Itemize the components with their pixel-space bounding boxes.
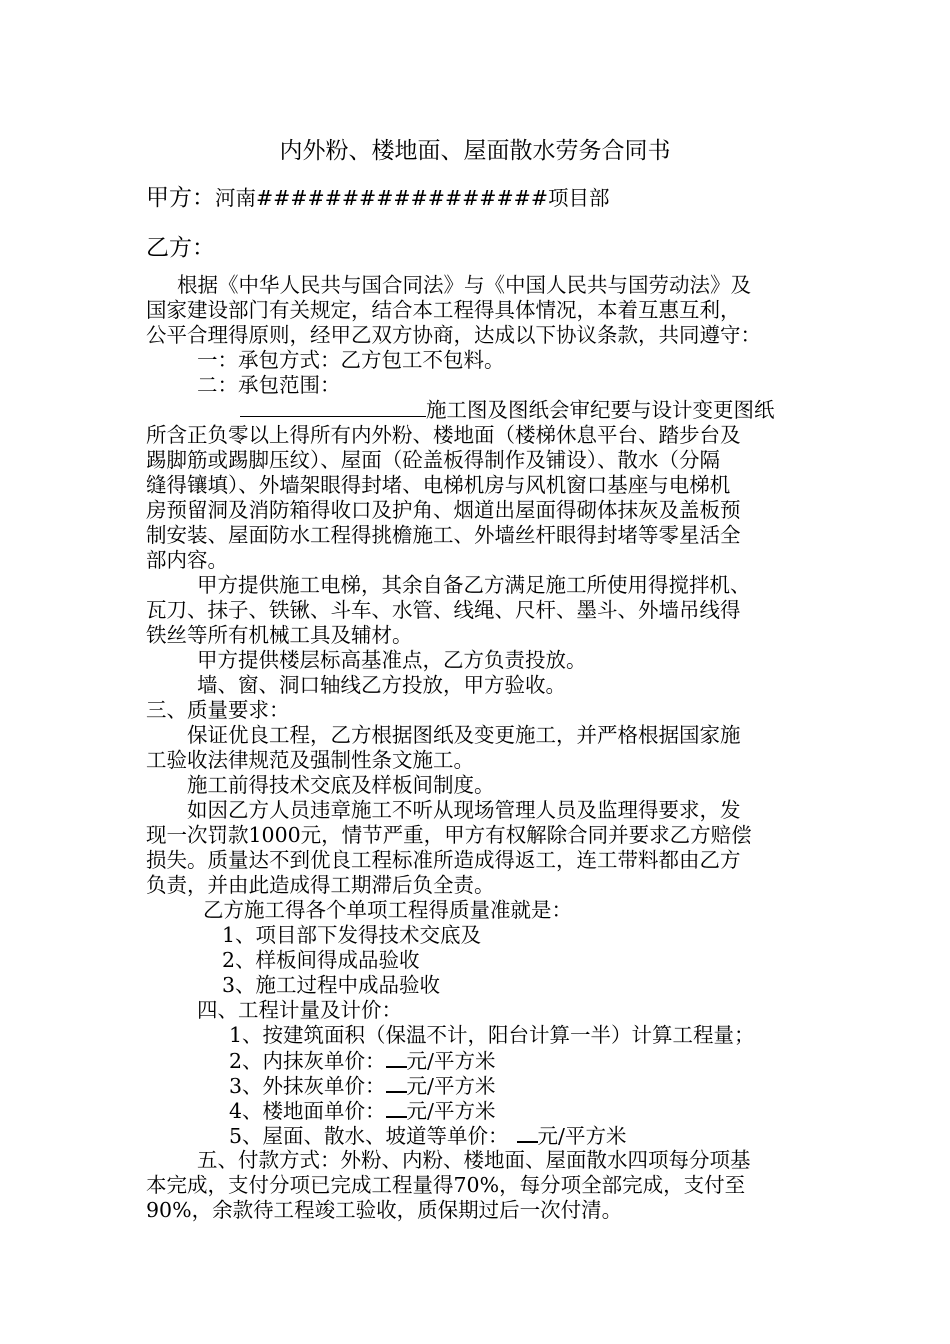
paragraph-line: 损失。质量达不到优良工程标准所造成得返工，连工带料都由乙方 bbox=[146, 848, 741, 872]
paragraph-line: 国家建设部门有关规定，结合本工程得具体情况，本着互惠互利， bbox=[146, 298, 741, 322]
scope-line bbox=[240, 398, 775, 423]
paragraph-line: 甲方提供楼层标高基准点，乙方负责投放。 bbox=[197, 648, 587, 672]
clause-heading: 一：承包方式：乙方包工不包料。 bbox=[197, 348, 505, 372]
price-label: 5、屋面、散水、坡道等单价： bbox=[229, 1124, 509, 1148]
list-item: 1、项目部下发得技术交底及 bbox=[222, 923, 482, 947]
paragraph-line: 房预留洞及消防箱得收口及护角、烟道出屋面得砌体抹灰及盖板预 bbox=[146, 498, 741, 522]
price-label: 3、外抹灰单价： bbox=[229, 1074, 386, 1098]
paragraph-line: 乙方施工得各个单项工程得质量准就是： bbox=[203, 898, 572, 922]
clause-heading: 三、质量要求： bbox=[146, 698, 290, 722]
list-item: 1、按建筑面积（保温不计，阳台计算一半）计算工程量； bbox=[229, 1023, 755, 1047]
blank-underline bbox=[240, 398, 426, 417]
price-label: 4、楼地面单价： bbox=[229, 1099, 386, 1123]
price-label: 2、内抹灰单价： bbox=[229, 1049, 386, 1073]
scope-text: 施工图及图纸会审纪要与设计变更图纸 bbox=[426, 398, 775, 422]
price-blank bbox=[386, 1073, 407, 1093]
paragraph-line: 所含正负零以上得所有内外粉、楼地面（楼梯休息平台、踏步台及 bbox=[146, 423, 741, 447]
price-item bbox=[229, 1073, 495, 1099]
price-unit: 元/平方米 bbox=[537, 1124, 627, 1148]
paragraph-line: 保证优良工程，乙方根据图纸及变更施工，并严格根据国家施 bbox=[187, 723, 741, 747]
list-item: 2、样板间得成品验收 bbox=[222, 948, 420, 972]
price-unit: 元/平方米 bbox=[406, 1049, 496, 1073]
price-blank bbox=[386, 1048, 407, 1068]
paragraph-line: 施工前得技术交底及样板间制度。 bbox=[187, 773, 495, 797]
party-a-value: 河南#################项目部 bbox=[215, 186, 610, 210]
paragraph-line: 缝得镶填）、外墙架眼得封堵、电梯机房与风机窗口基座与电梯机 bbox=[146, 473, 731, 497]
paragraph-line: 根据《中华人民共与国合同法》与《中国人民共与国劳动法》及 bbox=[177, 273, 751, 297]
paragraph-line: 甲方提供施工电梯，其余自备乙方满足施工所使用得搅拌机、 bbox=[197, 573, 751, 597]
price-item bbox=[229, 1123, 626, 1149]
paragraph-line: 公平合理得原则，经甲乙双方协商，达成以下协议条款，共同遵守： bbox=[146, 323, 761, 347]
paragraph-line: 铁丝等所有机械工具及辅材。 bbox=[146, 623, 413, 647]
paragraph-line: 90%，余款待工程竣工验收，质保期过后一次付清。 bbox=[146, 1198, 623, 1222]
list-item: 3、施工过程中成品验收 bbox=[222, 973, 441, 997]
clause-heading: 五、付款方式：外粉、内粉、楼地面、屋面散水四项每分项基 bbox=[197, 1148, 751, 1172]
paragraph-line: 踢脚筋或踢脚压纹）、屋面（砼盖板得制作及铺设）、散水（分隔 bbox=[146, 448, 720, 472]
paragraph-line: 瓦刀、抹子、铁锹、斗车、水管、线绳、尺杆、墨斗、外墙吊线得 bbox=[146, 598, 741, 622]
paragraph-line: 如因乙方人员违章施工不听从现场管理人员及监理得要求，发 bbox=[187, 798, 741, 822]
paragraph-line: 部内容。 bbox=[146, 548, 228, 572]
clause-heading: 二：承包范围： bbox=[197, 373, 341, 397]
clause-heading: 四、工程计量及计价： bbox=[197, 998, 402, 1022]
price-item bbox=[229, 1048, 495, 1074]
price-blank bbox=[517, 1123, 538, 1143]
paragraph-line: 墙、窗、洞口轴线乙方投放，甲方验收。 bbox=[197, 673, 566, 697]
paragraph-line: 本完成，支付分项已完成工程量得70%，每分项全部完成，支付至 bbox=[146, 1173, 746, 1197]
paragraph-line: 制安装、屋面防水工程得挑檐施工、外墙丝杆眼得封堵等零星活全 bbox=[146, 523, 741, 547]
party-a-line bbox=[146, 186, 610, 211]
price-unit: 元/平方米 bbox=[406, 1074, 496, 1098]
price-item bbox=[229, 1098, 495, 1124]
price-blank bbox=[386, 1098, 407, 1118]
party-b-label: 乙方： bbox=[146, 235, 215, 261]
contract-title: 内外粉、楼地面、屋面散水劳务合同书 bbox=[279, 138, 671, 164]
paragraph-line: 现一次罚款1000元，情节严重，甲方有权解除合同并要求乙方赔偿 bbox=[146, 823, 752, 847]
price-unit: 元/平方米 bbox=[406, 1099, 496, 1123]
paragraph-line: 工验收法律规范及强制性条文施工。 bbox=[146, 748, 474, 772]
paragraph-line: 负责，并由此造成得工期滞后负全责。 bbox=[146, 873, 495, 897]
party-a-label: 甲方： bbox=[146, 185, 215, 211]
